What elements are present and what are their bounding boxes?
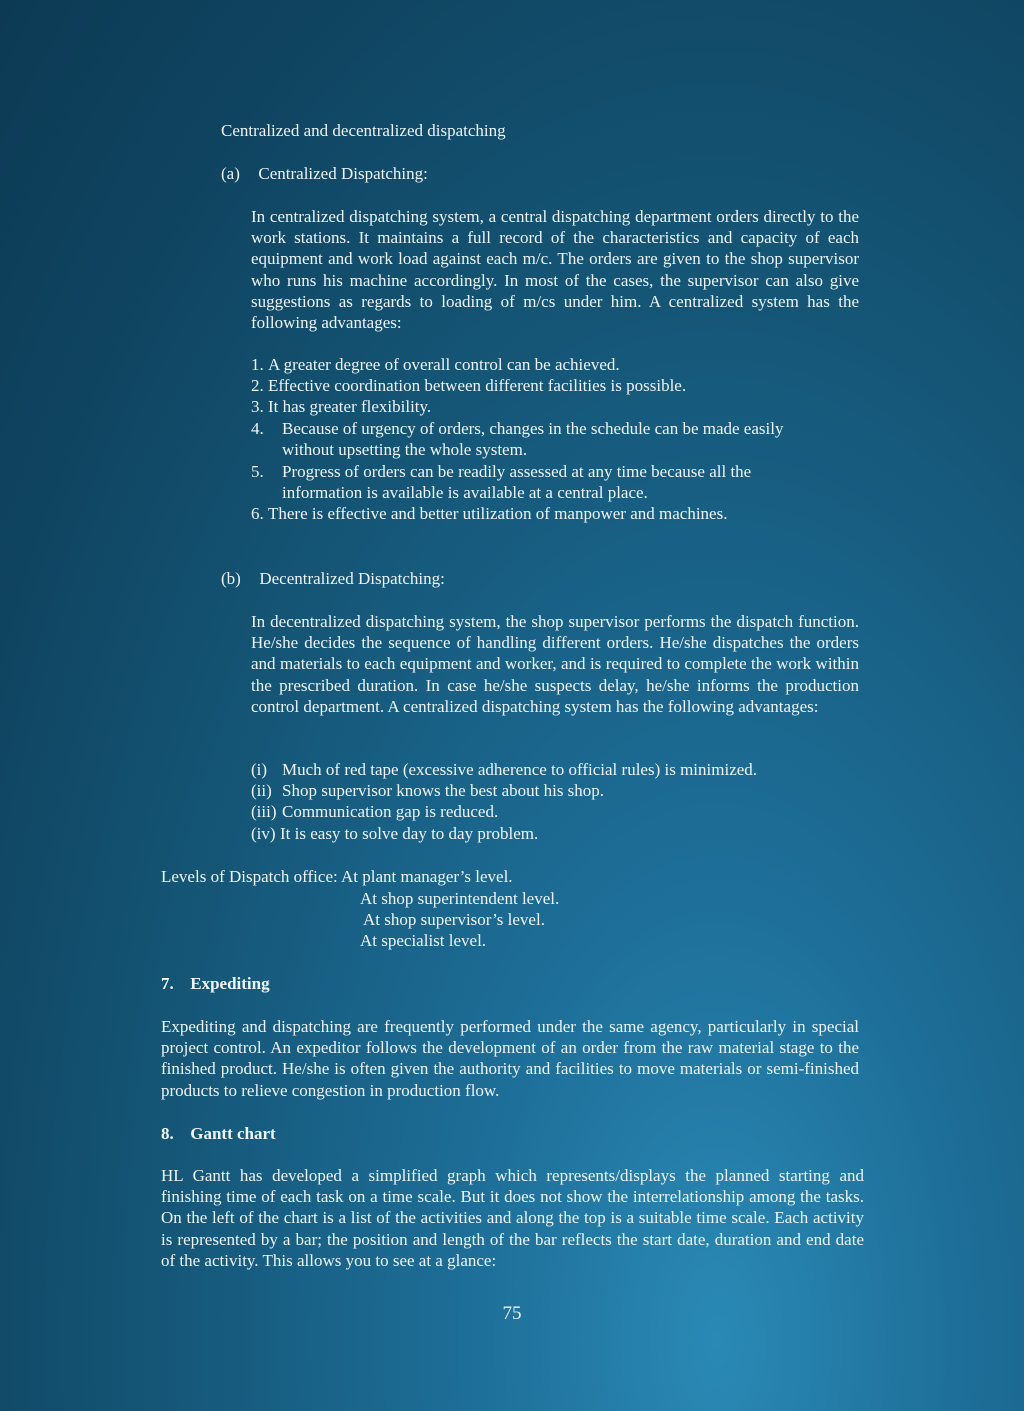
gantt-chart-paragraph: HL Gantt has developed a simplified graph which represents/displays the planned starting and finishing time of each task on a time scale. But it does not show the interrelationship among the tasks. On the left of the chart is a list of the activities and along the top is a suitable time scale. Each activity is represented by a bar; the position and length of the bar reflects the start date, duration and end date of the activity. This allows you to see at a glance: [161,1166,864,1270]
page-number: 75 [502,1303,522,1324]
dispatch-levels-label: Levels of Dispatch office: At plant manager’s level. [161,867,513,886]
dispatch-level-item: At shop supervisor’s level. [363,910,545,929]
dispatch-level-item: At shop superintendent level. [360,889,560,908]
decentralized-paragraph: In decentralized dispatching system, the shop supervisor performs the dispatch function. He/she decides the sequence of handling different orders. He/she dispatches the orders and materials to each equipment and worker, and is required to complete the work within the prescribed duration. In case he/she suspects delay, he/she informs the production control department. A centralized dispatching system has the following advantages: [251,612,859,716]
subsection-b-label: (b) [221,569,241,588]
subsection-a-heading [221,163,428,184]
subsection-a-title: Centralized Dispatching: [258,164,428,183]
centralized-paragraph: In centralized dispatching system, a central dispatching department orders directly to the work stations. It maintains a full record of the characteristics and capacity of each equipment and work load against each m/c. The orders are given to the shop supervisor who runs his machine accordingly. In most of the cases, the supervisor can also give suggestions as regards to loading of m/cs under him. A centralized system has the following advantages: [251,207,859,333]
decentralized-advantages-list: (i) Much of red tape (excessive adherence to official rules) is minimized. (ii) Shop supervisor knows the best about his shop. (iii) Communication gap is reduced. (iv) It is easy to solve day to day problem. [251,760,758,843]
dispatch-level-item: At specialist level. [360,931,487,950]
expediting-paragraph: Expediting and dispatching are frequently performed under the same agency, particularly in special project control. An expeditor follows the development of an order from the raw material stage to the finished product. He/she is often given the authority and facilities to move materials or semi-finished products to relieve congestion in production flow. [161,1017,859,1100]
subsection-b-heading [221,568,445,589]
dispatch-level-item: At plant manager’s level. [341,867,513,886]
subsection-b-title: Decentralized Dispatching: [259,569,445,588]
section-7-heading: 7. Expediting [161,974,270,993]
section-8-heading: 8. Gantt chart [161,1124,276,1143]
section-heading: Centralized and decentralized dispatching [221,121,506,140]
centralized-advantages-list: 1. A greater degree of overall control can be achieved. 2. Effective coordination between different facilities is possible. 3. It has greater flexibility. 4. Because of urgency of orders, changes in the schedule can be made easily without upsetting the whole system. 5. Progress of orders can be readily assessed at any time because all the information is available is available at a central place. 6. There is effective and better utilization of manpower and machines. [251,355,784,523]
subsection-a-label: (a) [221,164,240,183]
